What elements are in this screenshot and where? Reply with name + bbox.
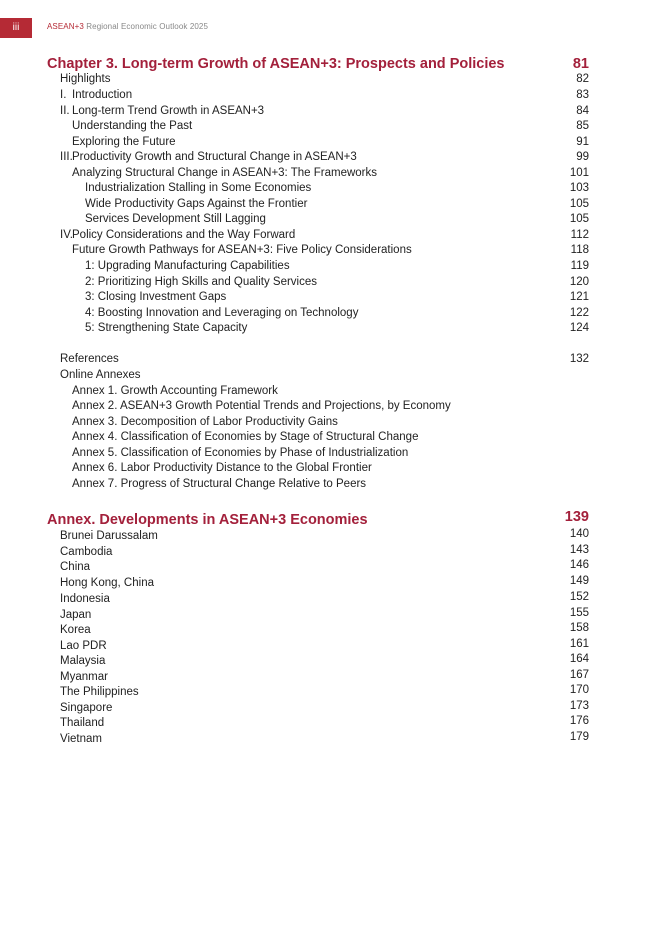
- annex-entry-page: 170: [569, 684, 589, 696]
- annex-entry-page: 176: [569, 715, 589, 727]
- running-head-title: [47, 22, 208, 31]
- annex-entry-page: 140: [569, 528, 589, 540]
- annex-entry-page: 173: [569, 700, 589, 712]
- toc-entry-label: Analyzing Structural Change in ASEAN+3: The Frameworks: [72, 167, 378, 179]
- section-numeral: I.: [60, 89, 67, 101]
- toc-entry-page: 84: [576, 105, 589, 117]
- section-label: Introduction: [72, 89, 133, 101]
- annex-entry-page: 161: [569, 638, 589, 650]
- toc-entry-page: 120: [569, 276, 589, 288]
- section-label: Long-term Trend Growth in ASEAN+3: [72, 105, 265, 117]
- toc-entry-page: 82: [576, 73, 589, 85]
- toc-entry-label: 3: Closing Investment Gaps: [85, 291, 227, 303]
- section-label: Productivity Growth and Structural Change in ASEAN+3: [72, 151, 357, 163]
- annex-entry-label: Brunei Darussalam: [60, 530, 158, 542]
- annex-entry-page: 167: [569, 669, 589, 681]
- annex-entry-page: 152: [569, 591, 589, 603]
- section-numeral: III.: [60, 151, 73, 163]
- toc-entry-label: Online Annexes: [60, 369, 141, 381]
- toc-entry-page: 105: [569, 213, 589, 225]
- annex-entry-label: Japan: [60, 609, 92, 621]
- toc-entry-label: 2: Prioritizing High Skills and Quality Services: [85, 276, 318, 288]
- toc-entry-label: 5: Strengthening State Capacity: [85, 322, 248, 334]
- toc-entry-label: Services Development Still Lagging: [85, 213, 266, 225]
- section-numeral: IV.: [60, 229, 74, 241]
- toc-entry-page: 85: [576, 120, 589, 132]
- annex-entry-page: 143: [569, 544, 589, 556]
- toc-entry-page: 118: [570, 244, 589, 256]
- toc-entry-label: Exploring the Future: [72, 136, 176, 148]
- toc-entry-label: Annex 4. Classification of Economies by Stage of Structural Change: [72, 431, 419, 443]
- toc-entry-label: [60, 150, 357, 165]
- toc-entry-page: 99: [576, 151, 589, 163]
- toc-entry-label: Annex 5. Classification of Economies by Phase of Industrialization: [72, 447, 409, 459]
- chapter-3-title: Chapter 3. Long-term Growth of ASEAN+3: Prospects and Policies: [47, 56, 505, 72]
- section-numeral: II.: [60, 105, 70, 117]
- annex-entry-label: Lao PDR: [60, 640, 107, 652]
- toc-entry-label: Highlights: [60, 73, 111, 85]
- toc-entry-label: 4: Boosting Innovation and Leveraging on Technology: [85, 307, 359, 319]
- annex-entry-label: Korea: [60, 624, 91, 636]
- annex-entry-page: 164: [569, 653, 589, 665]
- toc-entry-page: 91: [576, 136, 589, 148]
- section-label: Policy Considerations and the Way Forward: [72, 229, 296, 241]
- toc-entry-page: 121: [569, 291, 589, 303]
- toc-entry-page: 112: [570, 229, 589, 241]
- toc-entry-page: 101: [569, 167, 589, 179]
- annex-entry-label: Singapore: [60, 702, 113, 714]
- toc-entry-label: [60, 228, 295, 243]
- annex-entry-label: China: [60, 561, 91, 573]
- toc-entry-label: Industrialization Stalling in Some Economies: [85, 182, 312, 194]
- annex-title: Annex. Developments in ASEAN+3 Economies: [47, 512, 368, 528]
- toc-entry-label: Annex 7. Progress of Structural Change Relative to Peers: [72, 478, 367, 490]
- toc-entry-label: [60, 88, 132, 103]
- toc-entry-label: Understanding the Past: [72, 120, 193, 132]
- toc-entry-label: Future Growth Pathways for ASEAN+3: Five Policy Considerations: [72, 244, 412, 256]
- toc-entry-label: Annex 6. Labor Productivity Distance to the Global Frontier: [72, 462, 372, 474]
- toc-entry-page: 103: [569, 182, 589, 194]
- annex-entry-page: 179: [569, 731, 589, 743]
- annex-entry-label: Thailand: [60, 717, 105, 729]
- toc-entry-page: 105: [569, 198, 589, 210]
- toc-entry-label: Annex 1. Growth Accounting Framework: [72, 385, 278, 397]
- toc-entry-page: 124: [569, 322, 589, 334]
- annex-entry-label: Myanmar: [60, 671, 108, 683]
- page-number-tab: iii: [0, 18, 32, 38]
- annex-entry-page: 155: [569, 607, 589, 619]
- chapter-3-page: 81: [572, 56, 589, 72]
- toc-entry-label: 1: Upgrading Manufacturing Capabilities: [85, 260, 290, 272]
- toc-entry-page: 122: [569, 307, 589, 319]
- annex-entry-page: 146: [569, 559, 589, 571]
- annex-entry-label: Vietnam: [60, 733, 102, 745]
- publication-title: Regional Economic Outlook 2025: [86, 22, 209, 31]
- annex-entry-label: Hong Kong, China: [60, 577, 154, 589]
- annex-page: 139: [564, 509, 589, 525]
- toc-entry-page: 83: [576, 89, 589, 101]
- toc-entry-label: Annex 3. Decomposition of Labor Productivity Gains: [72, 416, 338, 428]
- running-header: [0, 0, 662, 38]
- toc-entry-label: [60, 104, 264, 119]
- annex-entry-label: Indonesia: [60, 593, 110, 605]
- toc-entry-label: Wide Productivity Gaps Against the Frontier: [85, 198, 308, 210]
- toc-entry-page: 132: [569, 353, 589, 365]
- toc-entry-label: Annex 2. ASEAN+3 Growth Potential Trends and Projections, by Economy: [72, 400, 451, 412]
- annex-entry-label: Malaysia: [60, 655, 106, 667]
- annex-entry-page: 149: [569, 575, 589, 587]
- toc-entry-label: References: [60, 353, 119, 365]
- brand-name: ASEAN+3: [47, 22, 84, 31]
- annex-entry-page: 158: [569, 622, 589, 634]
- toc-entry-page: 119: [570, 260, 589, 272]
- annex-entry-label: Cambodia: [60, 546, 113, 558]
- annex-entry-label: The Philippines: [60, 686, 139, 698]
